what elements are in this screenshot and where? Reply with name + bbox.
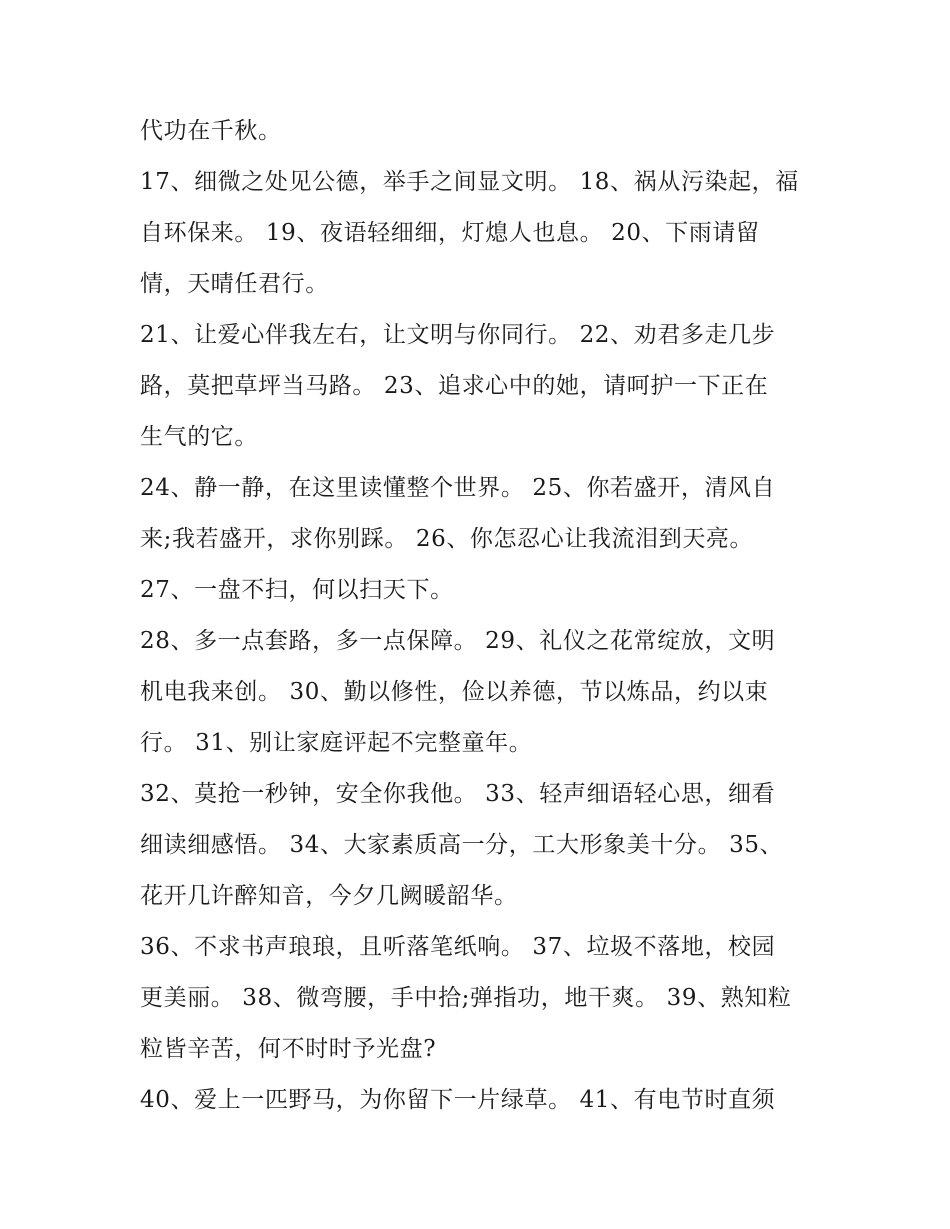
text-line: 细读细感悟。 34、大家素质高一分，工大形象美十分。 35、: [140, 832, 784, 858]
text-line: 28、多一点套路，多一点保障。 29、礼仪之花常绽放，文明: [140, 628, 776, 654]
text-line: 24、静一静，在这里读懂整个世界。 25、你若盛开，清风自: [140, 475, 776, 501]
text-line: 27、一盘不扫，何以扫天下。: [140, 577, 454, 603]
text-line: 路，莫把草坪当马路。 23、追求心中的她，请呵护一下正在: [140, 373, 769, 399]
text-line: 17、细微之处见公德，举手之间显文明。 18、祸从污染起，福: [140, 169, 799, 195]
text-line: 更美丽。 38、微弯腰，手中拾;弹指功，地干爽。 39、熟知粒: [140, 985, 792, 1011]
text-line: 行。 31、别让家庭评起不完整童年。: [140, 730, 533, 756]
document-body: [140, 106, 820, 1126]
text-line: 生气的它。: [140, 424, 258, 450]
text-line: 代功在千秋。: [140, 118, 282, 144]
text-line: 21、让爱心伴我左右，让文明与你同行。 22、劝君多走几步: [140, 322, 776, 348]
text-line: 机电我来创。 30、勤以修性，俭以养德，节以炼品，约以束: [140, 679, 769, 705]
text-line: 花开几许醉知音，今夕几阙暖韶华。: [140, 883, 518, 909]
text-line: 32、莫抢一秒钟，安全你我他。 33、轻声细语轻心思，细看: [140, 781, 776, 807]
text-line: 来;我若盛开，求你别踩。 26、你怎忍心让我流泪到天亮。: [140, 526, 754, 552]
text-line: 40、爱上一匹野马，为你留下一片绿草。 41、有电节时直须: [140, 1087, 776, 1113]
text-line: 36、不求书声琅琅，且听落笔纸响。 37、垃圾不落地，校园: [140, 934, 776, 960]
text-line: 粒皆辛苦，何不时时予光盘?: [140, 1036, 437, 1062]
text-line: 自环保来。 19、夜语轻细细，灯熄人也息。 20、下雨请留: [140, 220, 760, 246]
text-line: 情，天晴任君行。: [140, 271, 329, 297]
